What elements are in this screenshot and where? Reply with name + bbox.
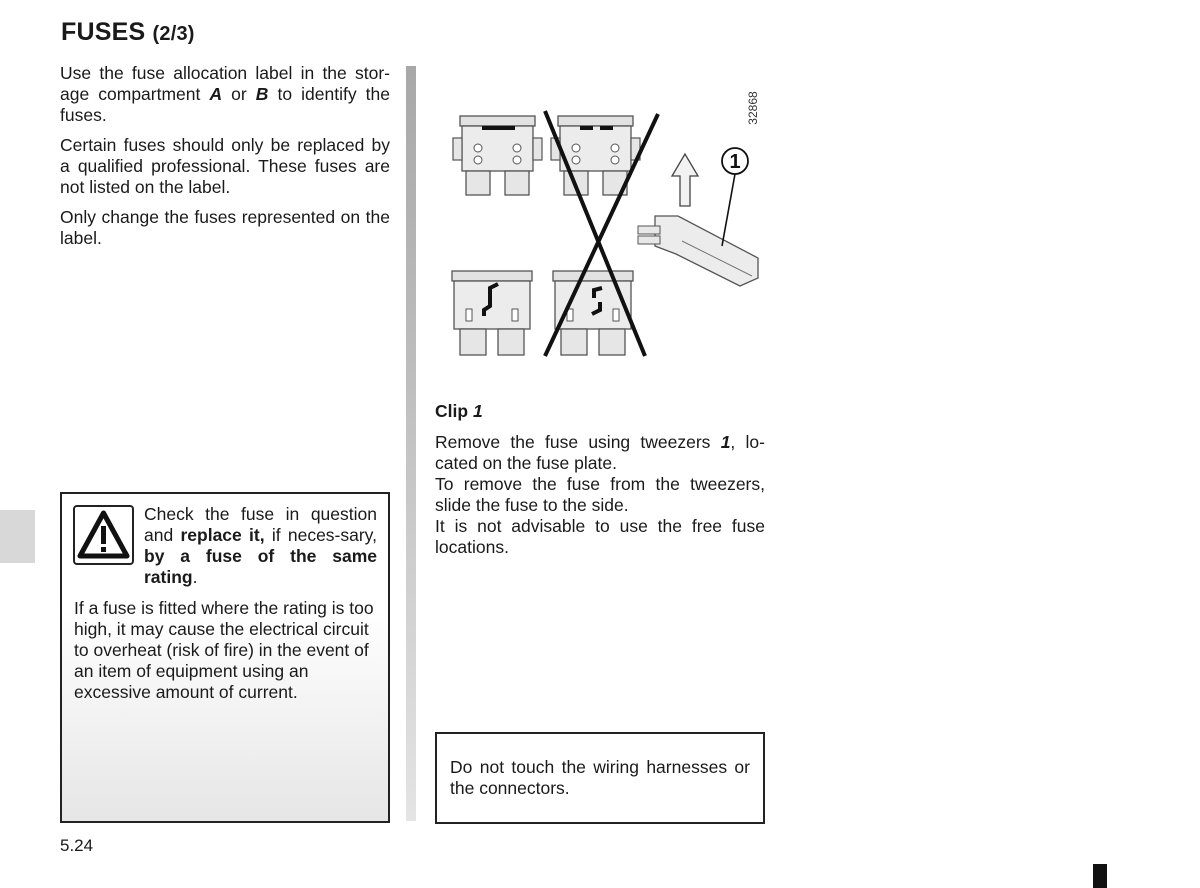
page-title — [61, 18, 195, 47]
warning-box — [60, 492, 390, 823]
intro-paragraph-3: Only change the fuses represented on the label. — [60, 207, 390, 248]
warning-body: If a fuse is fitted where the rating is too high, it may cause the electrical circuit to overheat (risk of fire) in the event of an item of equipment using an excessive amount of current. — [74, 598, 374, 702]
fuse-illustration — [440, 66, 770, 366]
page-number: 5.24 — [60, 836, 94, 855]
intro-column — [60, 63, 390, 258]
callout-1-label: 1 — [729, 151, 741, 173]
note-box — [435, 732, 765, 824]
edge-marker — [1093, 864, 1107, 888]
title-text: FUSES — [61, 18, 146, 46]
clip-column — [435, 401, 765, 567]
note-text: Do not touch the wiring harnesses or the connectors. — [450, 757, 750, 798]
clip-paragraph: Remove the fuse using tweezers 1, lo-cated on the fuse plate. To remove the fuse from the tweezers, slide the fuse to the side. It is not advisable to use the free fuse locations. — [435, 432, 765, 557]
intro-paragraph-1: Use the fuse allocation label in the stor-age compartment A or B to identify the fuses. — [60, 63, 390, 125]
figure-reference-number: 32868 — [746, 91, 760, 125]
section-tab — [0, 510, 35, 563]
title-part: (2/3) — [152, 23, 195, 45]
warning-triangle-icon — [73, 505, 134, 565]
clip-heading: Clip 1 — [435, 401, 483, 421]
warning-heading: Check the fuse in question and replace it, if neces-sary, by a fuse of the same rating. — [144, 504, 377, 587]
column-divider — [406, 66, 416, 821]
intro-paragraph-2: Certain fuses should only be replaced by a qualified professional. These fuses are not listed on the label. — [60, 135, 390, 197]
